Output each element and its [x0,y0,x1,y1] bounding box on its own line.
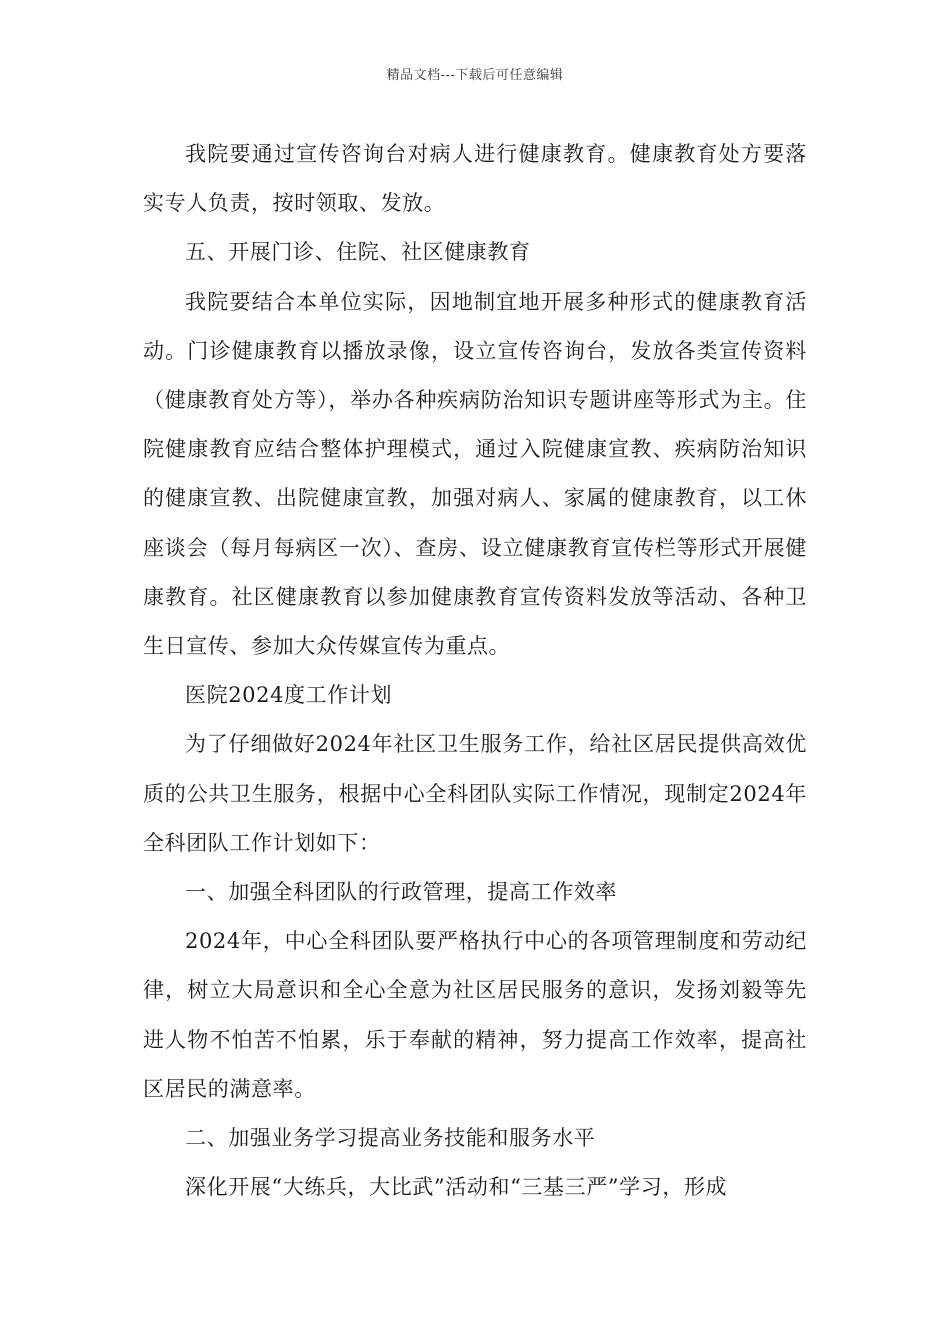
paragraph-health-education-desk: 我院要通过宣传咨询台对病人进行健康教育。健康教育处方要落实专人负责，按时领取、发放。 [143,142,807,216]
heading-section-two: 二、加强业务学习提高业务技能和服务水平 [185,1126,596,1151]
heading-section-five: 五、开展门诊、住院、社区健康教育 [185,240,531,265]
heading-section-one: 一、加强全科团队的行政管理，提高工作效率 [185,880,617,905]
paragraph-plan-intro: 为了仔细做好2024年社区卫生服务工作，给社区居民提供高效优质的公共卫生服务，根据中心全科团队实际工作情况，现制定2024年全科团队工作计划如下： [143,732,807,855]
document-body [143,130,807,1212]
paragraph-outpatient-inpatient-community: 我院要结合本单位实际，因地制宜地开展多种形式的健康教育活动。门诊健康教育以播放录像，设立宣传咨询台，发放各类宣传资料（健康教育处方等），举办各种疾病防治知识专题讲座等形式为主。住院健康教育应结合整体护理模式，通过入院健康宣教、疾病防治知识的健康宣教、出院健康宣教，加强对病人、家属的健康教育，以工休座谈会（每月每病区一次）、查房、设立健康教育宣传栏等形式开展健康教育。社区健康教育以参加健康教育宣传资料发放等活动、各种卫生日宣传、参加大众传媒宣传为重点。 [143,289,807,659]
page-header: 精品文档---下载后可任意编辑 [386,68,564,83]
paragraph-training: 深化开展“大练兵，大比武”活动和“三基三严”学习，形成 [185,1175,728,1200]
heading-work-plan-title: 医院2024度工作计划 [185,683,393,708]
paragraph-administration: 2024年，中心全科团队要严格执行中心的各项管理制度和劳动纪律，树立大局意识和全心全意为社区居民服务的意识，发扬刘毅等先进人物不怕苦不怕累，乐于奉献的精神，努力提高工作效率，提高社区居民的满意率。 [143,929,807,1101]
